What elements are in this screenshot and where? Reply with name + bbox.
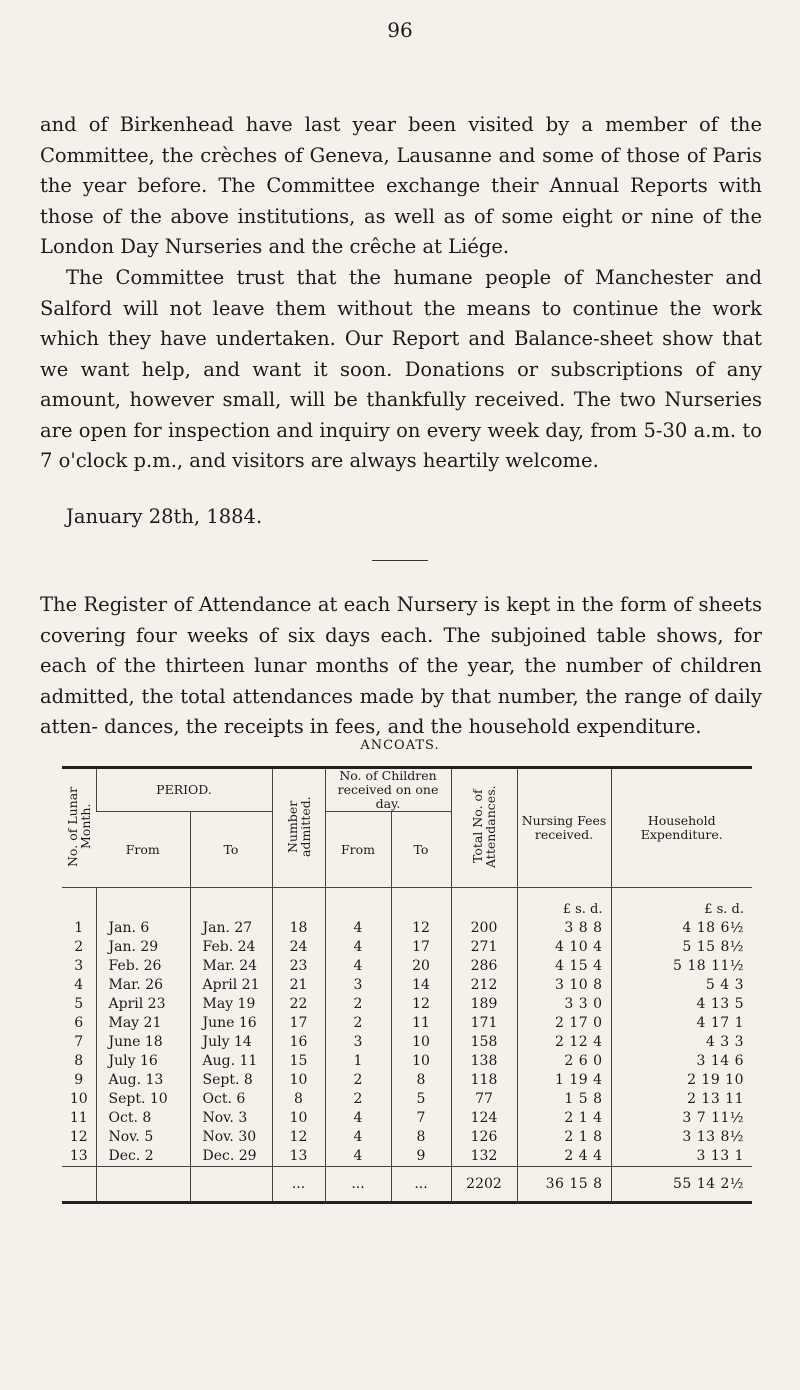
total-admitted: ... [272,1167,325,1203]
table-row [62,1109,752,1128]
cell-children-to: 10 [391,1052,451,1071]
units-cell-empty [391,888,451,920]
cell-fees: 4 15 4 [517,957,611,976]
cell-admitted: 8 [272,1090,325,1109]
cell-to: Dec. 29 [190,1147,272,1167]
cell-attendances: 286 [451,957,517,976]
cell-fees: 3 8 8 [517,919,611,938]
cell-children-from: 4 [325,1109,391,1128]
cell-attendances: 118 [451,1071,517,1090]
header-period: PERIOD. [96,768,272,812]
header-children-to: To [391,812,451,888]
cell-fees: 1 5 8 [517,1090,611,1109]
cell-fees: 2 4 4 [517,1147,611,1167]
cell-children-from: 2 [325,995,391,1014]
cell-fees: 3 3 0 [517,995,611,1014]
table-row [62,1090,752,1109]
cell-expenditure: 5 18 11½ [611,957,752,976]
cell-children-from: 4 [325,938,391,957]
table-row [62,976,752,995]
table-row [62,1071,752,1090]
cell-fees: 2 12 4 [517,1033,611,1052]
cell-admitted: 21 [272,976,325,995]
total-attendances: 2202 [451,1167,517,1203]
cell-admitted: 23 [272,957,325,976]
cell-expenditure: 5 15 8½ [611,938,752,957]
cell-from: April 23 [96,995,190,1014]
cell-children-from: 2 [325,1014,391,1033]
cell-month: 13 [69,1148,88,1164]
cell-month: 6 [74,1015,84,1031]
cell-from: May 21 [96,1014,190,1033]
header-period-to: To [190,812,272,888]
cell-fees: 3 10 8 [517,976,611,995]
cell-from: Dec. 2 [96,1147,190,1167]
cell-children-to: 8 [391,1071,451,1090]
cell-attendances: 138 [451,1052,517,1071]
total-cell-empty [190,1167,272,1203]
cell-attendances: 212 [451,976,517,995]
cell-children-from: 2 [325,1090,391,1109]
cell-to: July 14 [190,1033,272,1052]
cell-month: 12 [69,1129,88,1145]
cell-children-from: 4 [325,919,391,938]
cell-admitted: 24 [272,938,325,957]
paragraph-1-text: and of Birkenhead have last year been visited by a member of the Committee, the crèches of Geneva, Lausanne and some of those of Paris the year before. The Committee exchange their Annual Reports with those of the above institutions, as well as of some eight or nine of the London Day Nurseries and the crêche at Liége. [40,113,762,258]
cell-from: Aug. 13 [96,1071,190,1090]
cell-attendances: 158 [451,1033,517,1052]
page-number: 96 [387,18,413,42]
cell-expenditure: 2 19 10 [611,1071,752,1090]
cell-to: Sept. 8 [190,1071,272,1090]
cell-children-from: 3 [325,1033,391,1052]
paragraph-2-text: The Committee trust that the humane people of Manchester and Salford will not leave them without the means to continue the work which they have undertaken. Our Report and Balance-sheet show that we want help, and want it soon. Donations or subscriptions of any amount, however small, will be thankfully received. The two Nurseries are open for inspection and inquiry on every week day, from 5-30 a.m. to 7 o'clock p.m., and visitors are always heartily welcome. [40,266,762,472]
cell-fees: 2 1 8 [517,1128,611,1147]
header-fees: Nursing Fees received. [517,768,611,888]
cell-expenditure: 4 13 5 [611,995,752,1014]
units-cell-empty [272,888,325,920]
cell-to: Oct. 6 [190,1090,272,1109]
header-expenditure: Household Expenditure. [611,768,752,888]
cell-attendances: 126 [451,1128,517,1147]
cell-from: Mar. 26 [96,976,190,995]
cell-children-to: 10 [391,1033,451,1052]
cell-children-to: 9 [391,1147,451,1167]
cell-admitted: 16 [272,1033,325,1052]
cell-to: Jan. 27 [190,919,272,938]
paragraph-2 [40,263,762,477]
header-children-per-day: No. of Children received on one day. [325,768,451,812]
cell-from: Feb. 26 [96,957,190,976]
cell-children-to: 20 [391,957,451,976]
paragraph-3-text: The Register of Attendance at each Nursery is kept in the form of sheets covering four weeks of six days each. The subjoined table shows, for each of the thirteen lunar months of the year, the number of children admitted, the total attendances made by that number, the range of daily atten- dances, the receipts in fees, and the household expenditure. [40,593,762,738]
cell-admitted: 13 [272,1147,325,1167]
cell-month: 4 [74,977,84,993]
cell-month: 1 [74,920,84,936]
cell-month: 7 [74,1034,84,1050]
cell-attendances: 271 [451,938,517,957]
cell-month: 2 [74,939,84,955]
total-cell-empty [96,1167,190,1203]
cell-to: Nov. 3 [190,1109,272,1128]
cell-children-from: 4 [325,957,391,976]
paragraph-1 [40,110,762,263]
cell-fees: 2 6 0 [517,1052,611,1071]
cell-expenditure: 4 17 1 [611,1014,752,1033]
cell-admitted: 17 [272,1014,325,1033]
cell-month: 9 [74,1072,84,1088]
header-children-from: From [325,812,391,888]
cell-children-from: 3 [325,976,391,995]
units-cell-empty [451,888,517,920]
cell-month: 3 [74,958,84,974]
paragraph-3 [40,590,762,743]
cell-from: Jan. 29 [96,938,190,957]
total-children-to: ... [391,1167,451,1203]
cell-attendances: 132 [451,1147,517,1167]
cell-children-to: 17 [391,938,451,957]
units-fees: £ s. d. [517,888,611,920]
cell-to: Feb. 24 [190,938,272,957]
cell-fees: 4 10 4 [517,938,611,957]
table-row [62,957,752,976]
table-row [62,1014,752,1033]
cell-children-to: 11 [391,1014,451,1033]
cell-expenditure: 2 13 11 [611,1090,752,1109]
cell-attendances: 200 [451,919,517,938]
attendance-table-wrap [62,766,752,1204]
cell-children-from: 4 [325,1147,391,1167]
cell-from: July 16 [96,1052,190,1071]
cell-admitted: 12 [272,1128,325,1147]
cell-month: 5 [74,996,84,1012]
cell-expenditure: 3 13 1 [611,1147,752,1167]
cell-children-to: 8 [391,1128,451,1147]
cell-to: Nov. 30 [190,1128,272,1147]
cell-expenditure: 5 4 3 [611,976,752,995]
table-row [62,995,752,1014]
table-row [62,1128,752,1147]
units-expenditure: £ s. d. [611,888,752,920]
cell-children-from: 4 [325,1128,391,1147]
header-lunar-month: No. of Lunar Month. [64,786,93,867]
table-row [62,919,752,938]
cell-to: April 21 [190,976,272,995]
cell-attendances: 189 [451,995,517,1014]
header-admitted: Number admitted. [272,768,325,888]
cell-to: June 16 [190,1014,272,1033]
cell-children-from: 1 [325,1052,391,1071]
units-cell-empty [190,888,272,920]
cell-expenditure: 3 13 8½ [611,1128,752,1147]
cell-from: Nov. 5 [96,1128,190,1147]
cell-from: Jan. 6 [96,919,190,938]
cell-month: 11 [69,1110,88,1126]
cell-expenditure: 3 7 11½ [611,1109,752,1128]
units-cell-empty [96,888,190,920]
cell-to: Aug. 11 [190,1052,272,1071]
units-row [62,888,752,920]
cell-to: Mar. 24 [190,957,272,976]
date-line: January 28th, 1884. [66,505,263,528]
totals-row [62,1167,752,1203]
cell-attendances: 77 [451,1090,517,1109]
cell-fees: 2 1 4 [517,1109,611,1128]
cell-children-to: 14 [391,976,451,995]
table-body [62,888,752,1203]
section-divider [372,560,428,561]
cell-attendances: 171 [451,1014,517,1033]
cell-admitted: 10 [272,1109,325,1128]
cell-admitted: 18 [272,919,325,938]
cell-children-from: 2 [325,1071,391,1090]
cell-expenditure: 3 14 6 [611,1052,752,1071]
cell-children-to: 5 [391,1090,451,1109]
cell-expenditure: 4 3 3 [611,1033,752,1052]
cell-from: Oct. 8 [96,1109,190,1128]
cell-admitted: 10 [272,1071,325,1090]
header-period-from: From [96,812,190,888]
cell-from: June 18 [96,1033,190,1052]
units-cell-empty [325,888,391,920]
cell-month: 10 [69,1091,88,1107]
cell-expenditure: 4 18 6½ [611,919,752,938]
cell-from: Sept. 10 [96,1090,190,1109]
total-cell-empty [62,1167,96,1203]
cell-to: May 19 [190,995,272,1014]
cell-admitted: 22 [272,995,325,1014]
cell-fees: 2 17 0 [517,1014,611,1033]
cell-fees: 1 19 4 [517,1071,611,1090]
total-expenditure: 55 14 2½ [611,1167,752,1203]
cell-children-to: 7 [391,1109,451,1128]
table-row [62,938,752,957]
cell-children-to: 12 [391,995,451,1014]
total-children-from: ... [325,1167,391,1203]
cell-children-to: 12 [391,919,451,938]
table-title: ANCOATS. [360,738,440,753]
table-row [62,1052,752,1071]
table-row [62,1033,752,1052]
units-cell-empty [62,888,96,920]
cell-month: 8 [74,1053,84,1069]
cell-attendances: 124 [451,1109,517,1128]
table-row [62,1147,752,1167]
total-fees: 36 15 8 [517,1167,611,1203]
header-attendances: Total No. of Attendances. [451,768,517,888]
cell-admitted: 15 [272,1052,325,1071]
attendance-table [62,766,752,1204]
